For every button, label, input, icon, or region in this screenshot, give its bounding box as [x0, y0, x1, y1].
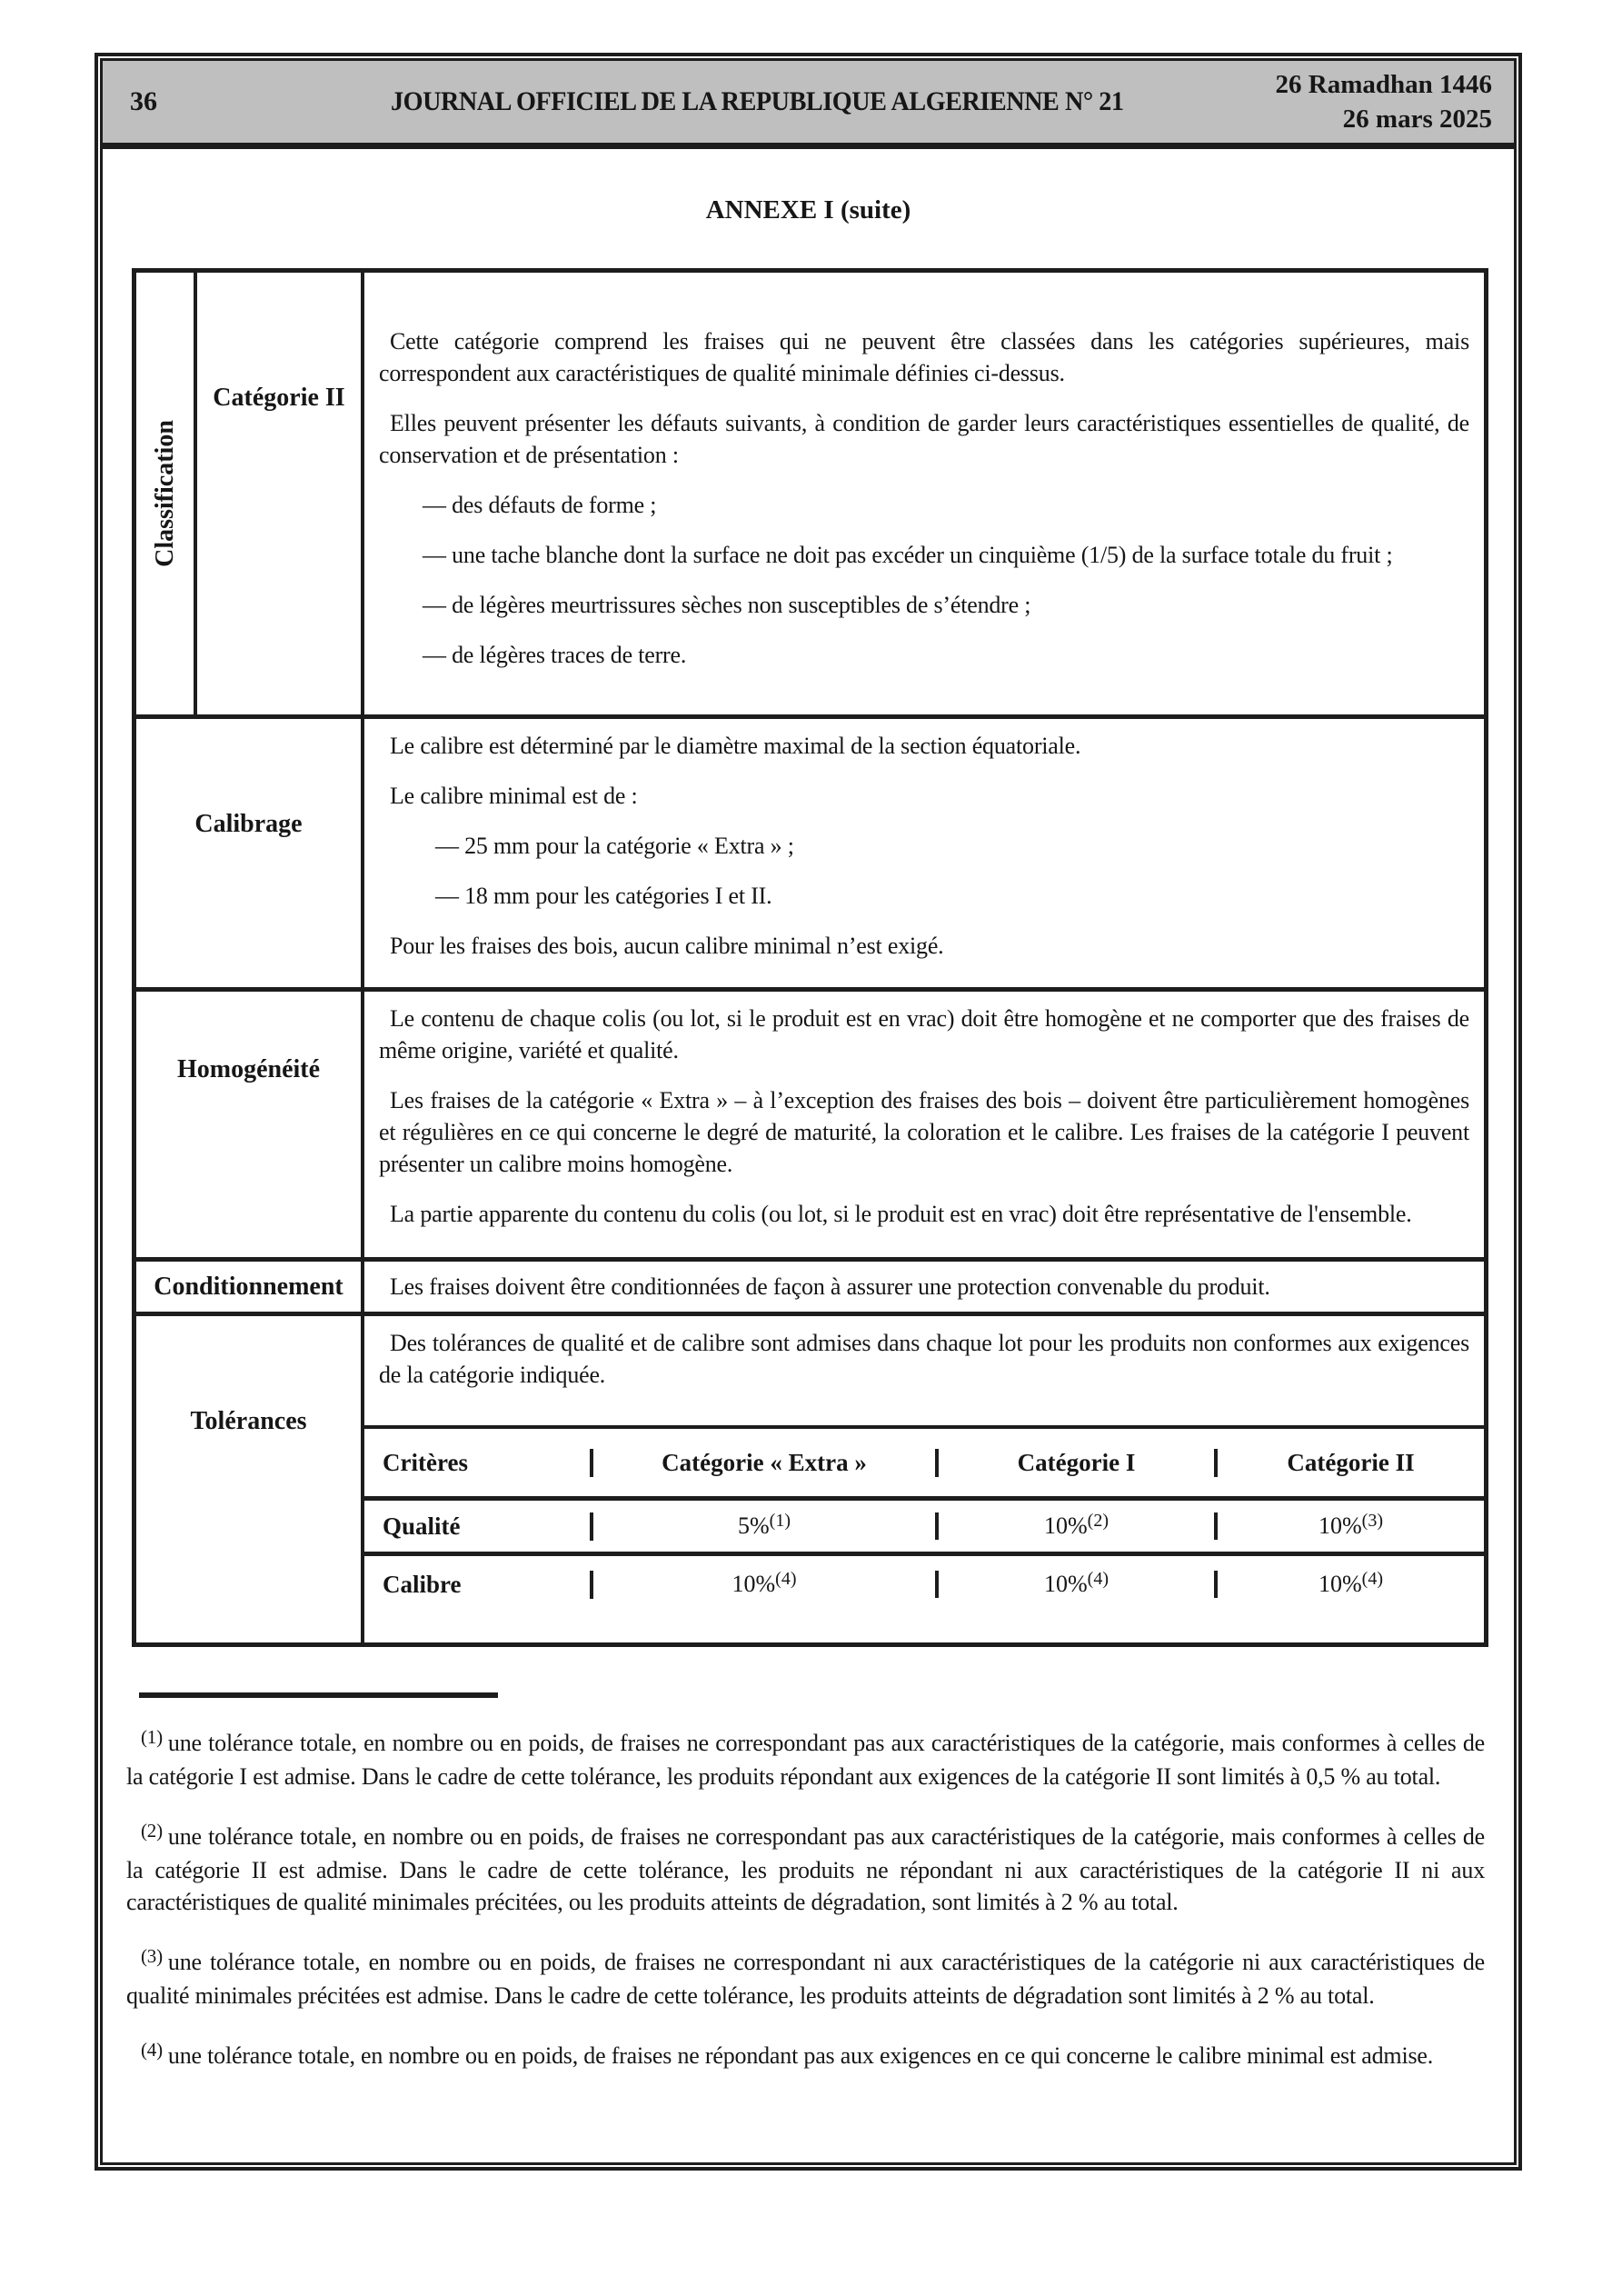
classification-side-label: Classification — [150, 420, 179, 567]
tolerance-value: 10% — [1044, 1571, 1088, 1597]
classification-defect-item: — de légères meurtrissures sèches non susceptibles de s’étendre ; — [423, 592, 1031, 618]
calibrage-label-cell — [136, 719, 364, 987]
conditionnement-paragraph: Les fraises doivent être conditionnées de façon à assurer une protection convenable du produit. — [390, 1273, 1270, 1300]
table-row-homogeneite — [136, 992, 1484, 1262]
footnote-4 — [126, 2040, 1485, 2073]
calibrage-paragraph: Pour les fraises des bois, aucun calibre minimal n’est exigé. — [390, 933, 944, 959]
footnote-1 — [126, 1727, 1485, 1792]
footnote-text: une tolérance totale, en nombre ou en poids, de fraises ne répondant pas aux exigences en ce qui concerne le calibre minimal est admise. — [167, 2042, 1434, 2069]
footnote-ref: (1) — [769, 1511, 791, 1531]
footnote-ref: (4) — [1087, 1569, 1109, 1589]
subtable-header-extra: Catégorie « Extra » — [593, 1449, 939, 1477]
subtable-header-cat1: Catégorie I — [939, 1449, 1218, 1477]
subtable-qualite-label: Qualité — [364, 1512, 593, 1541]
subtable-value-cell — [593, 1512, 939, 1540]
classification-paragraph: Cette catégorie comprend les fraises qui ne peuvent être classées dans les catégories supérieures, mais correspondent aux caractéristiques de qualité minimale définies ci-dessus. — [379, 328, 1469, 386]
footnote-marker: (4) — [141, 2039, 163, 2061]
subtable-row-qualite — [364, 1501, 1484, 1556]
tolerance-value: 10% — [1044, 1512, 1088, 1539]
page-frame-inner — [100, 58, 1517, 2165]
footnote-marker: (1) — [141, 1726, 163, 1748]
homogeneite-paragraph: Les fraises de la catégorie « Extra » – à l’exception des fraises des bois – doivent être particulièrement homogènes et régulières en ce qui concerne le degré de maturité, la coloration et le calibre. Les fraises de la catégorie I peuvent présenter un calibre moins homogène. — [379, 1087, 1469, 1177]
date-hijri: 26 Ramadhan 1446 — [1275, 70, 1492, 99]
subtable-value-cell — [939, 1571, 1218, 1598]
subtable-row-calibre — [364, 1556, 1484, 1642]
subtable-value-cell — [939, 1512, 1218, 1540]
tolerances-label-cell — [136, 1316, 364, 1642]
footnote-ref: (4) — [1361, 1569, 1383, 1589]
classification-paragraph: Elles peuvent présenter les défauts suivants, à condition de garder leurs caractéristiques essentielles de qualité, de conservation et de présentation : — [379, 410, 1469, 468]
footnote-ref: (4) — [775, 1569, 797, 1589]
page-frame — [95, 53, 1522, 2171]
calibrage-size-item: — 18 mm pour les catégories I et II. — [435, 883, 772, 909]
tolerances-intro: Des tolérances de qualité et de calibre sont admises dans chaque lot pour les produits non conformes aux exigences de la catégorie indiquée. — [379, 1330, 1469, 1388]
subtable-value-cell — [1218, 1571, 1484, 1598]
homogeneite-paragraph: La partie apparente du contenu du colis (ou lot, si le produit est en vrac) doit être représentative de l'ensemble. — [390, 1201, 1412, 1227]
table-row-tolerances — [136, 1316, 1484, 1642]
tolerance-value: 10% — [731, 1571, 776, 1597]
subtable-value-cell — [1218, 1512, 1484, 1540]
spec-table — [132, 268, 1488, 1647]
homogeneite-label-cell — [136, 992, 364, 1257]
classification-defect-item: — de légères traces de terre. — [423, 642, 687, 668]
issue-dates — [1276, 67, 1515, 136]
footnote-ref: (3) — [1361, 1511, 1383, 1531]
classification-defect-item: — une tache blanche dont la surface ne doit pas excéder un cinquième (1/5) de la surface totale du fruit ; — [423, 542, 1393, 568]
calibrage-paragraph: Le calibre est déterminé par le diamètre maximal de la section équatoriale. — [390, 733, 1081, 759]
table-row-calibrage — [136, 719, 1484, 992]
calibrage-paragraph: Le calibre minimal est de : — [390, 783, 638, 809]
footnote-divider — [139, 1692, 498, 1698]
classification-content-cell — [364, 273, 1484, 714]
homogeneite-content-cell — [364, 992, 1484, 1257]
footnote-2 — [126, 1821, 1485, 1918]
calibrage-size-item: — 25 mm pour la catégorie « Extra » ; — [435, 833, 794, 859]
conditionnement-label: Conditionnement — [154, 1272, 343, 1301]
calibrage-label: Calibrage — [194, 810, 303, 838]
footnote-text: une tolérance totale, en nombre ou en poids, de fraises ne correspondant pas aux caractéristiques de la catégorie, mais conformes à celles de la catégorie II est admise. Dans le cadre de cette tolérance, les produits ne répondant ni aux caractéristiques de la catégorie II ni aux caractéristiques de qualité minimales précitées, ou les produits atteints de dégradation, sont limités à 2 % au total. — [126, 1823, 1485, 1915]
date-gregorian: 26 mars 2025 — [1342, 105, 1492, 134]
classification-defect-item: — des défauts de forme ; — [423, 492, 657, 518]
conditionnement-content-cell — [364, 1262, 1484, 1312]
tolerance-value: 10% — [1318, 1571, 1362, 1597]
tolerances-subtable — [364, 1425, 1484, 1642]
subtable-header-criteres: Critères — [364, 1449, 593, 1477]
tolerance-value: 10% — [1318, 1512, 1362, 1539]
tolerances-label: Tolérances — [190, 1407, 307, 1435]
tolerances-content-cell — [364, 1316, 1484, 1642]
footnote-marker: (3) — [141, 1945, 163, 1967]
category-ii-label: Catégorie II — [213, 384, 345, 412]
homogeneite-paragraph: Le contenu de chaque colis (ou lot, si le produit est en vrac) doit être homogène et ne comporter que des fraises de même origine, variété et qualité. — [379, 1005, 1469, 1063]
table-row-conditionnement — [136, 1262, 1484, 1316]
footnote-text: une tolérance totale, en nombre ou en poids, de fraises ne correspondant ni aux caractéristiques de la catégorie ni aux caractéristiques de qualité minimales précitées est admise. Dans le cadre de cette tolérance, les produits atteints de dégradation sont limités à 2 % au total. — [126, 1949, 1485, 2009]
classification-side-cell — [136, 273, 197, 714]
tolerance-value: 5% — [738, 1512, 770, 1539]
footnote-text: une tolérance totale, en nombre ou en poids, de fraises ne correspondant pas aux caractéristiques de la catégorie, mais conformes à celles de la catégorie I est admise. Dans le cadre de cette tolérance, les produits répondant aux exigences de la catégorie II sont limités à 0,5 % au total. — [126, 1730, 1485, 1790]
subtable-value-cell — [593, 1571, 939, 1598]
footnote-marker: (2) — [141, 1820, 163, 1842]
footnote-ref: (2) — [1087, 1511, 1109, 1531]
journal-title: JOURNAL OFFICIEL DE LA REPUBLIQUE ALGERIENNE N° 21 — [390, 86, 1124, 116]
subtable-header-row — [364, 1429, 1484, 1501]
category-ii-cell — [197, 273, 364, 714]
annex-title: ANNEXE I (suite) — [705, 195, 911, 225]
table-row-classification — [136, 273, 1484, 719]
page-header-band — [103, 61, 1514, 149]
conditionnement-label-cell — [136, 1262, 364, 1312]
homogeneite-label: Homogénéité — [176, 1055, 321, 1083]
page-number: 36 — [130, 86, 157, 116]
footnote-3 — [126, 1946, 1485, 2011]
footnotes — [126, 1727, 1485, 2101]
subtable-header-cat2: Catégorie II — [1287, 1448, 1415, 1476]
subtable-calibre-label: Calibre — [364, 1571, 593, 1599]
calibrage-content-cell — [364, 719, 1484, 987]
